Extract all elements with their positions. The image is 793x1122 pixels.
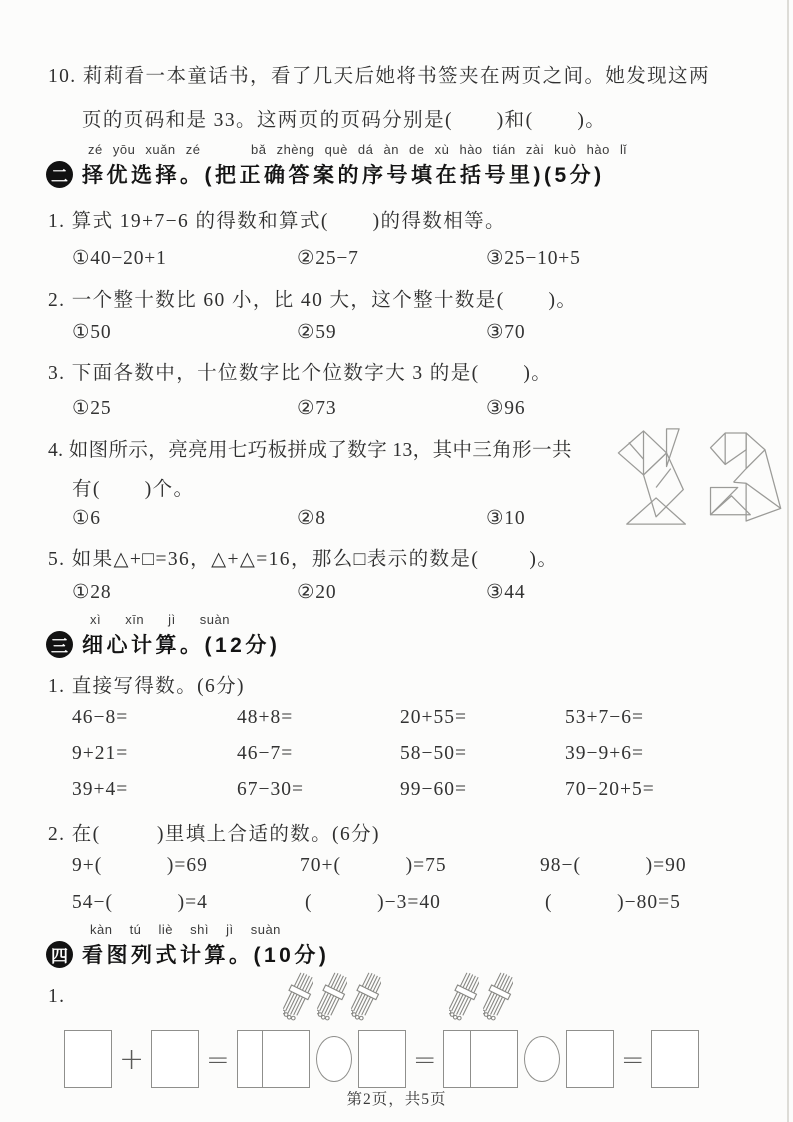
calc-expression: 39+4= (72, 779, 129, 800)
answer-box (64, 1030, 112, 1088)
section-four-title: 看图列式计算。(10分) (82, 944, 330, 967)
fill-expression: 54−( )=4 (72, 892, 208, 913)
equation-group-plus (64, 1028, 285, 1090)
question-10-line1: 10. 莉莉看一本童话书，看了几天后她将书签夹在两页之间。她发现这两 (48, 66, 710, 87)
answer-box (651, 1030, 699, 1088)
section-four-header (46, 939, 329, 969)
picture-q1-label: 1. (48, 986, 66, 1007)
choice-q2-text: 2. 一个整十数比 60 小，比 40 大，这个整十数是( )。 (48, 290, 578, 311)
calc-expression: 46−7= (237, 743, 294, 764)
choice-q2-option-2: ②59 (297, 322, 337, 343)
section-three-header (46, 629, 280, 659)
section-two-header (46, 159, 605, 189)
calc-expression: 20+55= (400, 707, 467, 728)
choice-q3-text: 3. 下面各数中，十位数字比个位数字大 3 的是( )。 (48, 363, 553, 384)
equation-group-circle-1 (262, 1028, 491, 1090)
operation-circle (316, 1036, 352, 1082)
calc-sub2-label: 2. 在( )里填上合适的数。(6分) (48, 824, 380, 845)
choice-q1-option-2: ②25−7 (297, 248, 359, 269)
answer-box (262, 1030, 310, 1088)
fill-expression: ( )−80=5 (545, 892, 681, 913)
choice-q4-line1: 4. 如图所示，亮亮用七巧板拼成了数字 13，其中三角形一共 (48, 440, 572, 461)
equals-sign: = (206, 1042, 230, 1076)
section-four-pinyin: kàn tú liè shì jì suàn (90, 922, 281, 937)
choice-q4-option-3: ③10 (486, 508, 526, 529)
answer-box (151, 1030, 199, 1088)
stick-bundle-icon (283, 970, 313, 1024)
calc-expression: 48+8= (237, 707, 294, 728)
choice-q2-option-1: ①50 (72, 322, 112, 343)
choice-q4-line2: 有( )个。 (72, 479, 195, 500)
choice-q1-option-1: ①40−20+1 (72, 248, 167, 269)
equals-sign: = (413, 1042, 437, 1076)
answer-box (566, 1030, 614, 1088)
choice-q5-text: 5. 如果△+□=36，△+△=16，那么□表示的数是( )。 (48, 549, 559, 570)
operation-circle (524, 1036, 560, 1082)
section-three-title: 细心计算。(12分) (82, 634, 281, 657)
section-two-badge-icon: 二 (46, 161, 73, 188)
calc-expression: 39−9+6= (565, 743, 644, 764)
stick-bundle-group-of-3 (283, 970, 381, 1024)
stick-bundle-icon (351, 970, 381, 1024)
page-footer: 第2页，共5页 (346, 1091, 447, 1108)
section-two-pinyin: zé yōu xuǎn zé bǎ zhèng què dá àn de xù hào tián zài kuò hào lǐ (88, 142, 627, 157)
equation-group-circle-2 (470, 1028, 699, 1090)
section-four-badge-icon: 四 (46, 941, 73, 968)
stick-bundle-group-of-2 (449, 970, 513, 1024)
fill-expression: ( )−3=40 (305, 892, 441, 913)
fill-expression: 98−( )=90 (540, 855, 687, 876)
fill-expression: 70+( )=75 (300, 855, 447, 876)
stick-bundle-icon (449, 970, 479, 1024)
section-three-pinyin: xì xīn jì suàn (90, 612, 230, 627)
choice-q5-option-3: ③44 (486, 582, 526, 603)
stick-bundle-icon (483, 970, 513, 1024)
choice-q5-option-2: ②20 (297, 582, 337, 603)
tangram-13-figure (610, 424, 788, 530)
calc-expression: 58−50= (400, 743, 467, 764)
calc-expression: 99−60= (400, 779, 467, 800)
calc-sub1-label: 1. 直接写得数。(6分) (48, 676, 245, 697)
calc-expression: 70−20+5= (565, 779, 655, 800)
calc-expression: 9+21= (72, 743, 129, 764)
choice-q3-option-3: ③96 (486, 398, 526, 419)
fill-expression: 9+( )=69 (72, 855, 208, 876)
choice-q1-text: 1. 算式 19+7−6 的得数和算式( )的得数相等。 (48, 211, 506, 232)
stick-bundle-icon (317, 970, 347, 1024)
section-three-badge-icon: 三 (46, 631, 73, 658)
choice-q3-option-1: ①25 (72, 398, 112, 419)
choice-q3-option-2: ②73 (297, 398, 337, 419)
question-10-line2: 页的页码和是 33。这两页的页码分别是( )和( )。 (82, 110, 607, 131)
calc-expression: 67−30= (237, 779, 304, 800)
choice-q1-option-3: ③25−10+5 (486, 248, 581, 269)
equals-sign: = (621, 1042, 645, 1076)
calc-expression: 53+7−6= (565, 707, 644, 728)
choice-q5-option-1: ①28 (72, 582, 112, 603)
answer-box (470, 1030, 518, 1088)
section-two-title: 择优选择。(把正确答案的序号填在括号里)(5分) (82, 164, 605, 187)
choice-q2-option-3: ③70 (486, 322, 526, 343)
answer-box (358, 1030, 406, 1088)
calc-expression: 46−8= (72, 707, 129, 728)
choice-q4-option-2: ②8 (297, 508, 326, 529)
choice-q4-option-1: ①6 (72, 508, 101, 529)
plus-sign: + (119, 1041, 145, 1077)
page-edge-line (787, 0, 789, 1122)
